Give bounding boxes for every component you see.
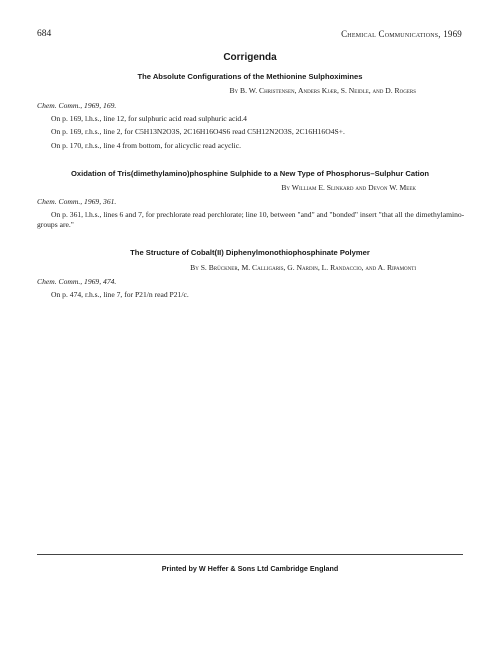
article-reference: Chem. Comm., 1969, 169. [37,101,117,110]
printer-imprint: Printed by W Heffer & Sons Ltd Cambridge England [161,564,339,573]
article-reference: Chem. Comm., 1969, 361. [37,197,117,206]
corrigendum-line: On p. 361, l.h.s., lines 6 and 7, for prechlorate read perchlorate; line 10, between "and" and "bonded" insert "that all the dimethylamino-groups are." [37,210,465,229]
article-reference: Chem. Comm., 1969, 474. [37,277,117,286]
article-title: The Absolute Configurations of the Methionine Sulphoximines [137,72,363,81]
section-title: Corrigenda [223,52,277,63]
corrigendum-line: On p. 474, r.h.s., line 7, for P21/n read P21/c. [51,290,189,299]
article-title: The Structure of Cobalt(II) Diphenylmonothiophosphinate Polymer [130,248,370,257]
article-title: Oxidation of Tris(dimethylamino)phosphine Sulphide to a New Type of Phosphorus–Sulphur Cation [70,169,430,178]
corrigendum-line: On p. 170, r.h.s., line 4 from bottom, for alicyclic read acyclic. [51,141,241,150]
article-authors: By William E. Slinkard and Devon W. Meek [281,183,416,192]
running-header: Chemical Communications, 1969 [341,29,462,39]
corrigendum-line: On p. 169, r.h.s., line 2, for C5H13N2O3S, 2C16H16O4S6 read C5H12N2O3S, 2C16H16O4S+. [51,127,345,136]
article-authors: By B. W. Christensen, Anders Kjær, S. Neidle, and D. Rogers [229,86,416,95]
page-number: 684 [37,29,52,39]
article-authors: By S. Brückner, M. Calligaris, G. Nardin, L. Randaccio, and A. Ripamonti [190,263,416,272]
corrigendum-line: On p. 169, l.h.s., line 12, for sulphuric acid read sulphuric acid.4 [51,114,247,123]
footer-rule [37,554,463,555]
